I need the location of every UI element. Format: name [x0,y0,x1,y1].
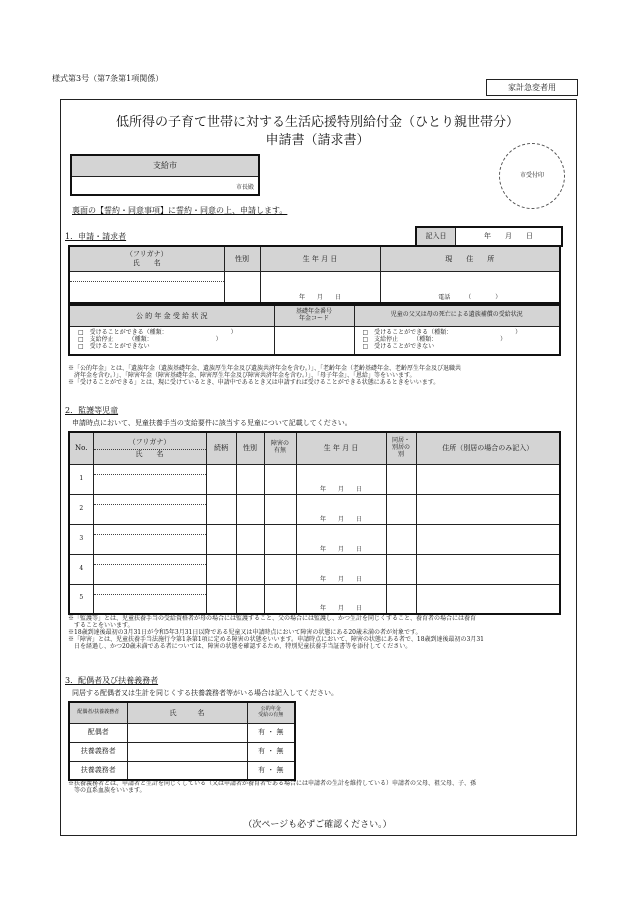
note-line: ※18歳到達後最初の3月31日が令和5年3月31日以降である児童又は申請時点において障害の状態にある20歳未満の者が対象です。 [68,628,422,636]
col-furigana: （フリガナ） [94,438,206,449]
dependent-type: 配偶者 [69,723,127,742]
children-table [68,431,561,615]
note-line: ※「監護等」とは、児童扶養手当の受給資格者が母の場合には監護すること、父の場合には監護し、かつ生計を同じくすること、養育者の場合には養育 [68,615,477,622]
dependent-pension-yesno[interactable]: 有 ・ 無 [247,761,295,780]
pension-option[interactable]: □ 支給停止 （種類： ） [78,335,222,343]
pension-code-header: 基礎年金番号 年金コード [274,305,354,326]
child-relation-cell[interactable] [206,584,236,614]
note-line: することをいいます。 [68,621,134,629]
child-separation-cell[interactable] [386,494,416,524]
child-relation-cell[interactable] [206,524,236,554]
child-disability-cell[interactable] [264,494,296,524]
dependents-table [68,701,296,781]
child-name-cell[interactable] [93,584,206,614]
sex-header: 性別 [224,246,260,271]
applicant-sex-cell[interactable] [224,271,260,303]
child-dob-cell[interactable]: 年 月 日 [296,584,386,614]
child-sex-cell[interactable] [236,584,264,614]
row-number: 5 [69,584,93,614]
col-dependent-pension: 公的年金 受給の有無 [247,702,295,723]
form-number: 様式第3号（第7条第1項関係） [52,74,164,83]
section3-intro: 同居する配偶者又は生計を同じくする扶養義務者等がいる場合は記入してください。 [72,689,338,697]
child-sex-cell[interactable] [236,494,264,524]
section2-heading: 2．監護等児童 [65,406,119,415]
table-row [69,723,295,742]
pledge-text: 裏面の【誓約・同意事項】に誓約・同意の上、申請します。 [72,206,288,215]
col-name-label: 氏 名 [135,449,164,458]
child-disability-cell[interactable] [264,584,296,614]
note-line: 日を経過し、かつ20歳未満である者については、障害の状態を確認するため、特別児童扶養手当証書等を添付してください。 [68,642,412,650]
section2-intro: 申請時点において、児童扶養手当の支給要件に該当する児童について記載してください。 [72,419,352,427]
child-separation-cell[interactable] [386,524,416,554]
section2-notes [68,616,568,650]
section3-heading: 3．配偶者及び扶養義務者 [65,676,159,685]
child-address-cell[interactable] [416,584,560,614]
furigana-label: （フリガナ） [125,250,168,259]
child-sex-cell[interactable] [236,464,264,494]
child-dob-cell[interactable]: 年 月 日 [296,464,386,494]
bereavement-option[interactable]: □ 支給停止 （種類： ） [362,335,507,343]
pension-option[interactable]: □ 受けることができない [78,342,150,350]
child-relation-cell[interactable] [206,554,236,584]
table-row [69,464,560,494]
col-dependent-name: 氏 名 [127,702,247,723]
note-line: 済年金を含む。）」、「障害年金（障害基礎年金、障害厚生年金及び障害共済年金を含む。）」、「母子年金」、「恩給」等をいいます。 [68,371,416,379]
bereavement-header: 児童の父又は母の死亡による遺族補償の受給状況 [354,305,560,326]
pension-header: 公 的 年 金 受 給 状 況 [69,305,274,326]
child-name-cell[interactable] [93,554,206,584]
child-separation-cell[interactable] [386,464,416,494]
table-row [69,494,560,524]
entry-date-label: 記入日 [417,228,456,245]
dependent-name-cell[interactable] [127,723,247,742]
child-disability-cell[interactable] [264,464,296,494]
pension-code-cell[interactable] [274,326,354,355]
pension-option[interactable]: □ 受けることができる（種類： ） [78,328,237,336]
child-separation-cell[interactable] [386,584,416,614]
name-label: 氏 名 [132,258,161,267]
bereavement-options [354,326,560,355]
form-title: 低所得の子育て世帯に対する生活応援特別給付金（ひとり親世帯分） [115,115,519,130]
note-line: 等の直系血族をいいます。 [68,786,146,794]
child-sex-cell[interactable] [236,524,264,554]
entry-date-value: 年 月 日 [484,232,533,240]
pension-options [69,326,274,355]
child-separation-cell[interactable] [386,554,416,584]
entry-date-box [415,226,563,247]
row-number: 2 [69,494,93,524]
address-header: 現 住 所 [380,246,560,271]
table-row [69,742,295,761]
table-row [69,524,560,554]
city-box [70,154,260,196]
applicant-name-header [69,246,224,271]
dependent-pension-yesno[interactable]: 有 ・ 無 [247,723,295,742]
note-line: ※「受けることができる」とは、現に受けているとき、申請中であるとき又は申請すれば受けることができる状態にあるときをいいます。 [68,378,440,386]
section1-heading: 1．申請・請求者 [65,232,127,241]
dependent-name-cell[interactable] [127,761,247,780]
row-number: 1 [69,464,93,494]
col-no: No. [69,432,93,464]
footer-note: （次ページも必ずご確認ください。） [243,820,392,830]
col-dependent-type: 配偶者/扶養義務者 [69,702,127,723]
note-line: ※「公的年金」とは、「遺族年金（遺族基礎年金、遺族厚生年金及び遺族共済年金を含む。）」、「老齢年金（老齢基礎年金、老齢厚生年金及び退職共 [68,365,462,372]
child-address-cell[interactable] [416,464,560,494]
pension-table [68,304,561,356]
col-name [93,432,206,464]
child-disability-cell[interactable] [264,554,296,584]
applicant-address-cell[interactable]: 電話 （ ） [380,271,560,303]
applicant-table [68,245,561,304]
form-subtitle: 申請書（請求書） [265,133,370,148]
col-sex: 性別 [236,432,264,464]
child-dob-cell[interactable]: 年 月 日 [296,494,386,524]
city-name: 支給市 [72,156,258,177]
row-number: 3 [69,524,93,554]
col-separation: 同居・ 別居の 別 [386,432,416,464]
bereavement-option[interactable]: □ 受けることができない [362,342,435,350]
receipt-stamp: 市受付印 [499,143,565,209]
child-name-cell[interactable] [93,464,206,494]
dependent-name-cell[interactable] [127,742,247,761]
child-sex-cell[interactable] [236,554,264,584]
section1-notes [68,366,568,387]
col-relation: 続柄 [206,432,236,464]
col-dob: 生 年 月 日 [296,432,386,464]
child-address-cell[interactable] [416,494,560,524]
dob-header: 生 年 月 日 [260,246,380,271]
child-name-cell[interactable] [93,524,206,554]
child-dob-cell[interactable]: 年 月 日 [296,524,386,554]
child-dob-cell[interactable]: 年 月 日 [296,554,386,584]
col-disability: 障害の 有無 [264,432,296,464]
row-number: 4 [69,554,93,584]
child-disability-cell[interactable] [264,524,296,554]
dependent-type: 扶養義務者 [69,742,127,761]
child-relation-cell[interactable] [206,464,236,494]
table-row [69,761,295,780]
table-row [69,584,560,614]
child-relation-cell[interactable] [206,494,236,524]
child-address-cell[interactable] [416,524,560,554]
dependent-type: 扶養義務者 [69,761,127,780]
dependent-pension-yesno[interactable]: 有 ・ 無 [247,742,295,761]
mayor-label: 市長殿 [235,184,254,192]
applicant-dob-cell[interactable]: 年 月 日 [260,271,380,303]
table-row [69,554,560,584]
bereavement-option[interactable]: □ 受けることができる（種類： ） [362,328,522,336]
child-address-cell[interactable] [416,554,560,584]
stamp-label: 家計急変者用 [486,79,578,96]
child-name-cell[interactable] [93,494,206,524]
applicant-name-cell[interactable] [69,271,224,303]
note-line: ※扶養義務者とは、申請者と生計を同じくしている（又は申請者が養育者である場合には申請者の生計を維持している）申請者の父母、祖父母、子、孫 [68,780,477,787]
note-line: ※「障害」とは、児童扶養手当法施行令第1条第1項に定める障害の状態をいいます。申請時点において、障害の状態にある者で、18歳到達後最初の3月31 [68,635,485,643]
col-address: 住所（別居の場合のみ記入） [416,432,560,464]
section3-notes [68,781,568,795]
